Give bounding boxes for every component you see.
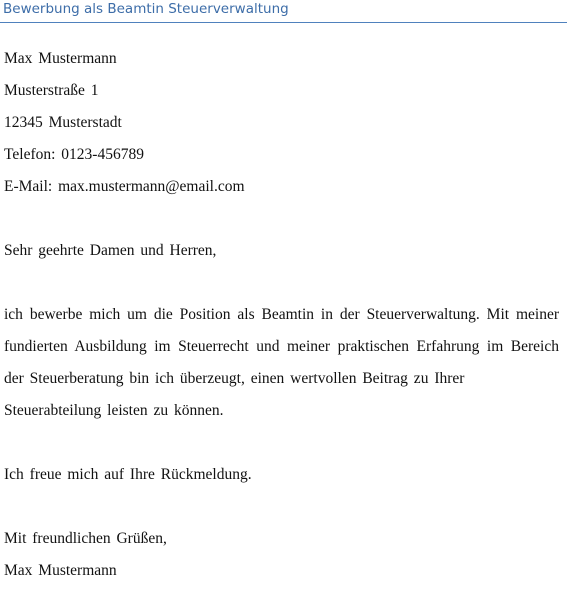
sender-email: E-Mail: max.mustermann@email.com <box>4 178 245 195</box>
closing-phrase: Mit freundlichen Grüßen, <box>4 530 167 547</box>
spacer <box>4 208 559 240</box>
spacer <box>4 432 559 464</box>
sender-city: 12345 Musterstadt <box>4 114 122 131</box>
spacer <box>4 272 559 304</box>
paragraph-line: ich bewerbe mich um die Position als Beamtin in der Steuerverwaltung. Mit meiner <box>4 306 559 323</box>
signature-name: Max Mustermann <box>4 562 117 579</box>
paragraph-line: der Steuerberatung bin ich überzeugt, einen wertvollen Beitrag zu Ihrer <box>4 370 465 387</box>
letter-body <box>4 48 559 592</box>
closing-paragraph: Ich freue mich auf Ihre Rückmeldung. <box>4 466 252 483</box>
paragraph-line: fundierten Ausbildung im Steuerrecht und meiner praktischen Erfahrung im Bereich <box>4 338 559 355</box>
sender-street: Musterstraße 1 <box>4 82 99 99</box>
paragraph-line: Steuerabteilung leisten zu können. <box>4 402 224 419</box>
salutation: Sehr geehrte Damen und Herren, <box>4 242 217 259</box>
document-header <box>0 0 567 23</box>
spacer <box>4 496 559 528</box>
document-title: Bewerbung als Beamtin Steuerverwaltung <box>3 1 289 17</box>
sender-phone: Telefon: 0123-456789 <box>4 146 144 163</box>
sender-name: Max Mustermann <box>4 50 117 67</box>
